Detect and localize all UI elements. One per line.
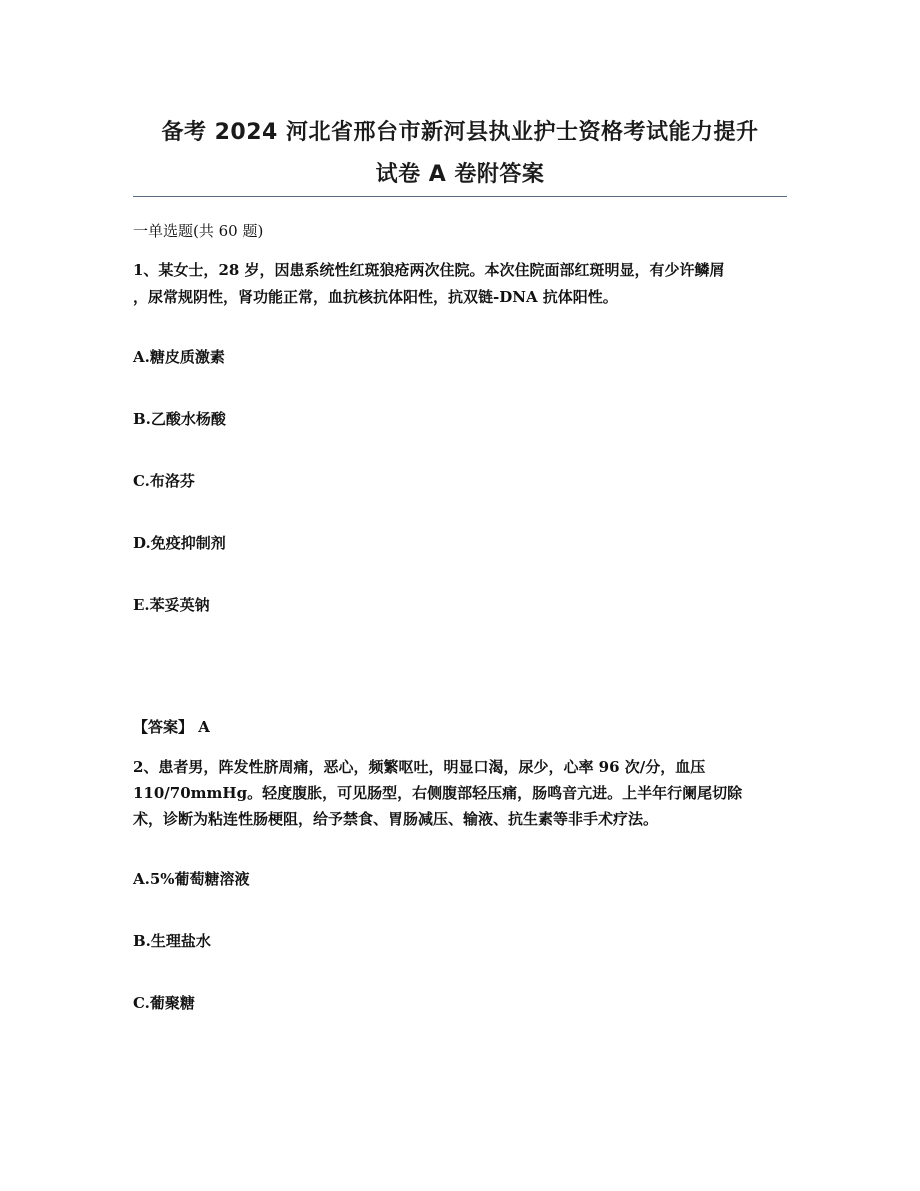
question-1-option-c: C.布洛芬: [133, 472, 195, 490]
question-2-option-c: C.葡聚糖: [133, 994, 195, 1012]
question-2-option-b: B.生理盐水: [133, 932, 211, 950]
question-2-option-a: A.5%葡萄糖溶液: [133, 870, 250, 888]
question-1-option-e: E.苯妥英钠: [133, 596, 210, 614]
title-line-2: 试卷 A 卷附答案: [375, 162, 545, 187]
section-heading: 一单选题(共 60 题): [133, 222, 264, 240]
question-2-line-1: 2、患者男，阵发性脐周痛，恶心，频繁呕吐，明显口渴，尿少，心率 96 次/分，血压: [133, 758, 706, 776]
question-1-answer: 【答案】 A: [133, 718, 210, 736]
question-1-option-b: B.乙酸水杨酸: [133, 410, 226, 428]
question-2-line-3: 术，诊断为粘连性肠梗阻，给予禁食、胃肠减压、输液、抗生素等非手术疗法。: [133, 810, 659, 828]
question-1-option-a: A.糖皮质激素: [133, 348, 225, 366]
question-1-option-d: D.免疫抑制剂: [133, 534, 226, 552]
title-line-1: 备考 2024 河北省邢台市新河县执业护士资格考试能力提升: [161, 120, 759, 145]
question-2-line-2: 110/70mmHg。轻度腹胀，可见肠型，右侧腹部轻压痛，肠鸣音亢进。上半年行阑尾切除: [133, 784, 743, 802]
title-divider: [133, 196, 787, 197]
question-1-line-1: 1、某女士，28 岁，因患系统性红斑狼疮两次住院。本次住院面部红斑明显，有少许鳞屑: [133, 261, 725, 279]
question-1-line-2: ，尿常规阴性，肾功能正常，血抗核抗体阳性，抗双链-DNA 抗体阳性。: [133, 288, 618, 306]
document-title: [120, 112, 800, 196]
